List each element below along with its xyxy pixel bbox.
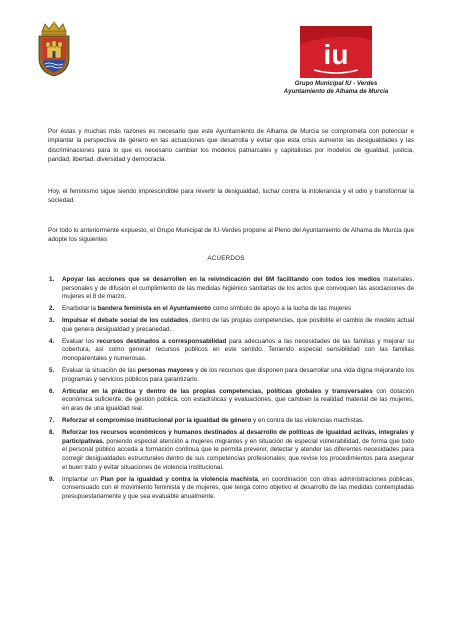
agreement-text-bold: Apoyar las acciones que se desarrollen en la reivindicación del 8M facilitando con todos los medios	[62, 276, 381, 283]
agreement-text-bold: Reforzar el compromiso institucional por la igualdad de género	[62, 416, 252, 424]
agreement-text-rest: como símbolo de apoyo a la lucha de las mujeres	[210, 305, 351, 313]
agreement-item	[48, 429, 414, 473]
coat-of-arms-icon	[36, 20, 72, 78]
agreement-text-rest: para adecuarlos a las necesidades de las familias y mejorar su cobertura, así como generar recursos públicos en este sentido. Teniendo especial sensibilidad con las familias monoparentales y numerosas.	[62, 337, 414, 363]
agreement-item	[48, 338, 414, 364]
agreement-text-bold: personas mayores	[137, 367, 194, 375]
agreement-text-rest: , dentro de las propias competencias, que posibilite el cambio de modelo actual que genera desigualdad y precariedad.	[62, 317, 414, 333]
agreement-text-bold: Reforzar los recursos económicos y humanos destinados al desarrollo de políticas de igualdad activas, integrales y participativas	[62, 428, 414, 445]
paragraph-1: Por éstas y muchas más razones es necesario que este Ayuntamiento de Alhama de Murcia se comprometa con potenciar e implantar la perspectiva de género en las actuaciones que desarrolla y evitar que esta crisis aumente las desigualdades y las discriminaciones para lo que es necesario cambiar los modelos patriarcales y capitalistas por modelos de igualdad, justicia, paridad, libertad, diversidad y democracia.	[48, 128, 414, 163]
agreement-text-pre: Evaluar la situación de las	[62, 367, 138, 375]
agreement-item	[48, 388, 414, 414]
agreement-item	[48, 417, 414, 426]
agreement-number: 2.	[49, 305, 55, 313]
agreement-text-bold: Impulsar el debate social de los cuidados	[62, 317, 189, 325]
caption-line-2: Ayuntamiento de Alhama de Murcia	[283, 87, 389, 95]
agreement-number: 4.	[49, 337, 55, 345]
agreement-text-rest: materiales, personales y de difusión el cumplimiento de las medidas higiénico sanitarias de los actos que convoquen las asociaciones de mujeres el 8 de marzo.	[62, 276, 415, 301]
agreement-item	[48, 276, 414, 302]
agreement-text-bold: bandera feminista en el Ayuntamiento	[97, 305, 211, 313]
agreement-number: 7.	[49, 416, 55, 424]
agreement-number: 6.	[49, 387, 55, 395]
agreement-number: 9.	[49, 475, 55, 483]
caption-line-1: Grupo Municipal IU - Verdes	[294, 80, 378, 87]
agreement-text-rest: , en coordinación con otras administraciones públicas, consensuado con el movimiento feminista y de mujeres, que tenga como objetivo el desarrollo de las medidas contempladas presupuestariamente y que sea evaluable anualmente.	[62, 475, 414, 500]
agreement-number: 1.	[49, 276, 55, 283]
agreement-text-rest: , poniendo especial atención a mujeres migrantes y en situación de especial vulnerabilidad, de forma que todo el personal público acceda a formación continua que le permita prevenir, detectar y atender las diferentes necesidades para corregir desigualdades estructurales dentro de sus competencias profesionales; que revise los procedimientos para asegurar el buen trato y evitar situaciones de violencia institucional.	[62, 437, 414, 471]
logo-caption	[250, 80, 422, 95]
agreement-text-bold: Plan por la igualdad y contra la violencia machista	[100, 475, 258, 483]
agreement-text-rest: y de los recursos que disponen para desarrollar una vida digna mejorando los programas y servicios públicos para garantizarlo.	[62, 367, 414, 383]
agreement-item	[48, 367, 414, 384]
agreement-text-bold: Articular en la práctica y dentro de las propias competencias, políticas globales y transversales	[62, 387, 373, 395]
agreement-text-bold: recursos destinados a corresponsabilidad	[96, 337, 227, 345]
logo-text: iu	[323, 39, 349, 70]
paragraph-3: Por todo lo anteriormente expuesto, el Grupo Municipal de IU-Verdes propone al Pleno del Ayuntamiento de Alhama de Murcia que adopte los siguientes	[48, 227, 414, 244]
agreement-number: 8.	[49, 428, 55, 436]
agreement-text-pre: Enarbolar la	[62, 305, 98, 313]
iu-verdes-logo-icon	[300, 26, 372, 78]
agreement-item	[48, 476, 414, 502]
agreement-number: 5.	[49, 367, 55, 375]
agreement-item	[48, 305, 414, 314]
acuerdos-heading: ACUERDOS	[207, 255, 245, 262]
agreement-text-pre: Evaluar los	[62, 337, 97, 345]
agreement-number: 3.	[49, 317, 55, 325]
agreement-text-rest: con dotación económica suficiente, de gestión pública, con estadísticas y evaluaciones, que cambien la realidad material de las mujeres, en aras de una igualdad real.	[62, 387, 414, 413]
agreements-list	[48, 276, 414, 505]
agreement-text-rest: y en contra de las violencias machistas.	[251, 416, 364, 424]
paragraph-2: Hoy, el feminismo sigue siendo imprescindible para revertir la desigualdad, luchar contra la intolerancia y el odio y transformar la sociedad.	[48, 188, 414, 205]
agreement-item	[48, 317, 414, 334]
agreement-text-pre: Implantar un	[62, 475, 101, 483]
